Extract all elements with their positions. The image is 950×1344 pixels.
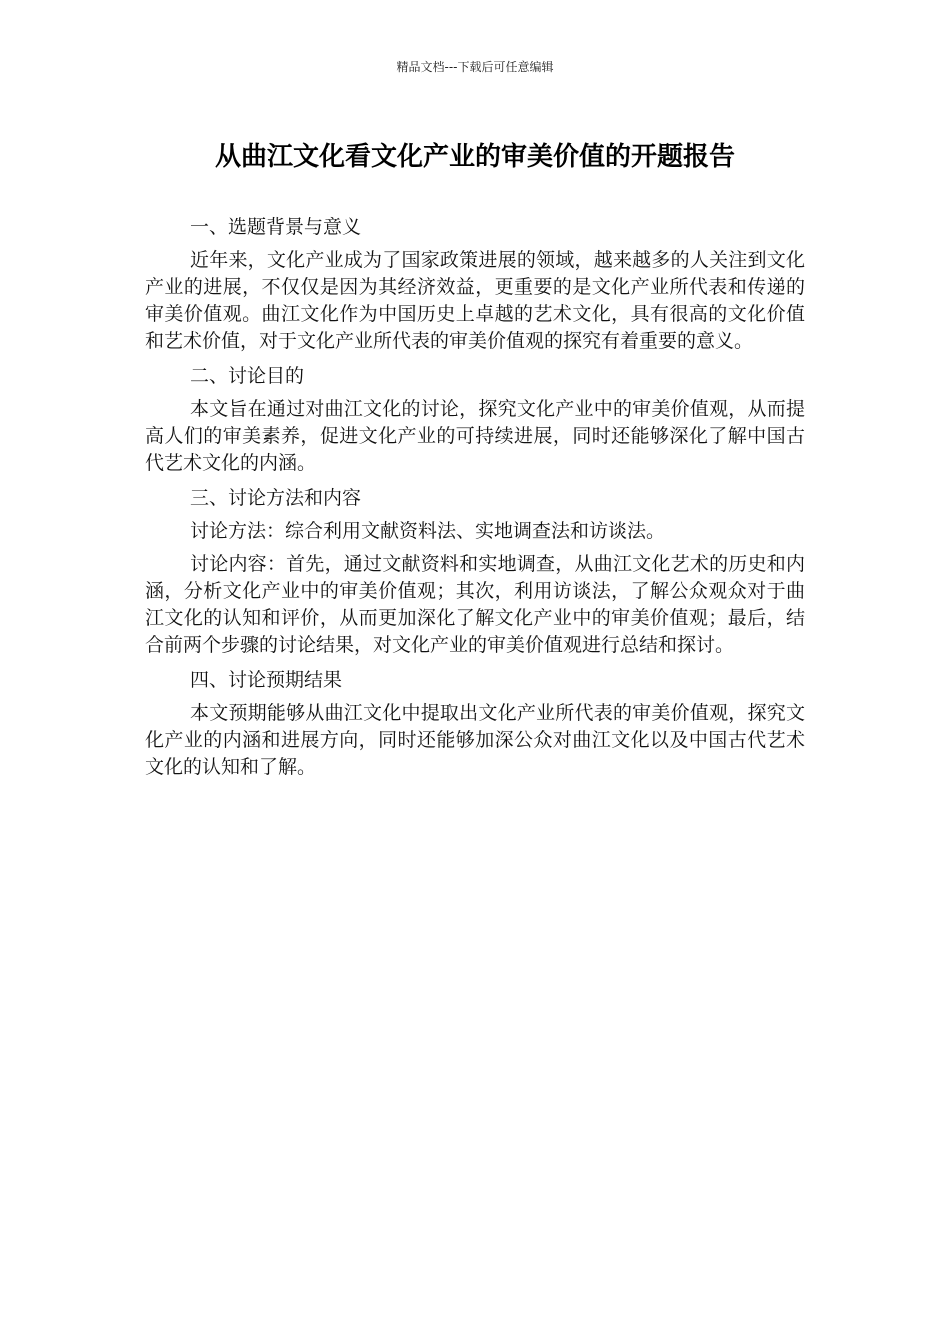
section-heading-2: 二、讨论目的 [190, 365, 305, 387]
header-note: 精品文档---下载后可任意编辑 [396, 60, 554, 74]
document-body [145, 214, 805, 781]
section-heading-1: 一、选题背景与意义 [190, 216, 362, 238]
paragraph-purpose: 本文旨在通过对曲江文化的讨论，探究文化产业中的审美价值观，从而提高人们的审美素养，促进文化产业的可持续进展，同时还能够深化了解中国古代艺术文化的内涵。 [145, 398, 805, 474]
paragraph-expected-results: 本文预期能够从曲江文化中提取出文化产业所代表的审美价值观，探究文化产业的内涵和进展方向，同时还能够加深公众对曲江文化以及中国古代艺术文化的认知和了解。 [145, 702, 805, 778]
paragraph-background: 近年来，文化产业成为了国家政策进展的领域，越来越多的人关注到文化产业的进展，不仅仅是因为其经济效益，更重要的是文化产业所代表和传递的审美价值观。曲江文化作为中国历史上卓越的艺术文化，具有很高的文化价值和艺术价值，对于文化产业所代表的审美价值观的探究有着重要的意义。 [145, 249, 805, 352]
section-heading-4: 四、讨论预期结果 [190, 669, 343, 691]
paragraph-method: 讨论方法：综合利用文献资料法、实地调查法和访谈法。 [190, 520, 666, 542]
paragraph-content: 讨论内容：首先，通过文献资料和实地调查，从曲江文化艺术的历史和内涵，分析文化产业中的审美价值观；其次，利用访谈法，了解公众观众对于曲江文化的认知和评价，从而更加深化了解文化产业中的审美价值观；最后，结合前两个步骤的讨论结果，对文化产业的审美价值观进行总结和探讨。 [145, 553, 805, 656]
section-heading-3: 三、讨论方法和内容 [190, 487, 362, 509]
document-title: 从曲江文化看文化产业的审美价值的开题报告 [214, 142, 735, 172]
